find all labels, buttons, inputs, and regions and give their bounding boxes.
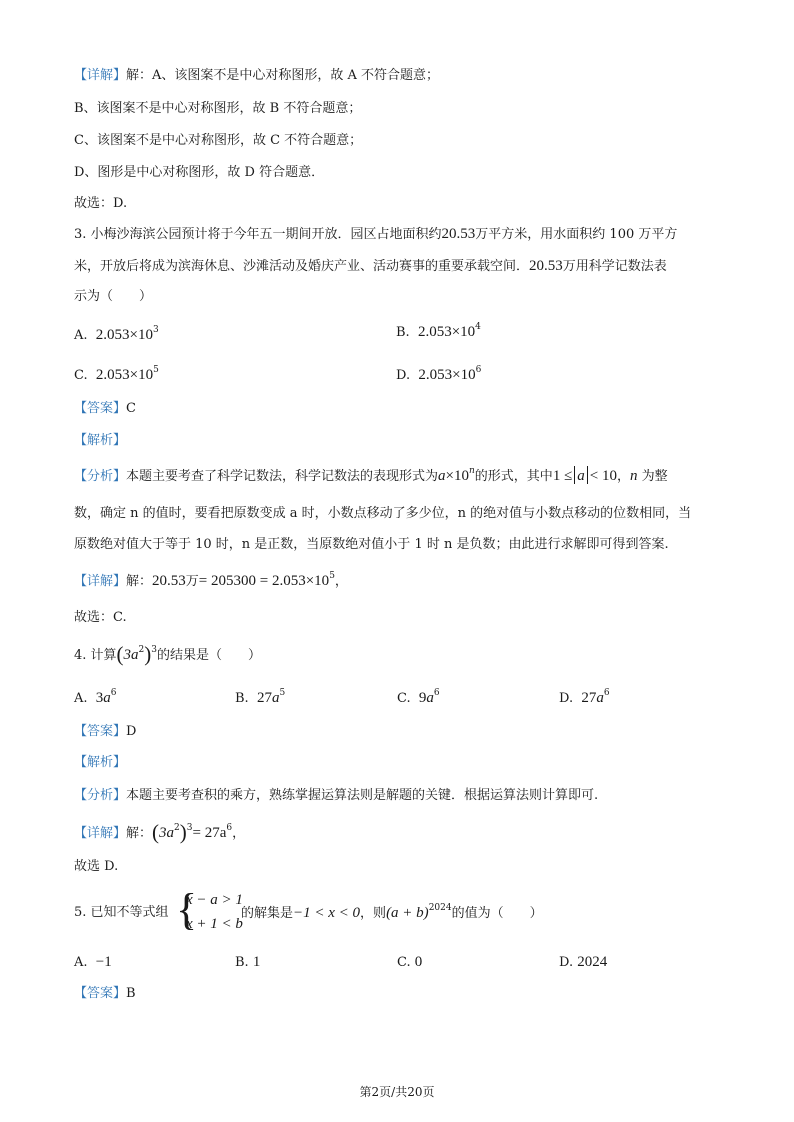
expr-outer-exponent: 3 xyxy=(151,645,158,655)
option-mantissa: 2.053 xyxy=(95,327,130,343)
formula-var: n xyxy=(630,468,638,484)
fenxi-tag: 【分析】 xyxy=(74,788,127,803)
detail-tag: 【详解】 xyxy=(74,826,127,841)
option-value: 1 xyxy=(252,954,261,970)
option-letter: A. xyxy=(74,955,88,970)
q5-stem-text: 的解集是 xyxy=(241,906,294,921)
option-letter: D. xyxy=(396,368,411,383)
option-letter: B. xyxy=(235,691,249,706)
formula-var: a xyxy=(438,468,446,484)
q3-stem-text: 万用科学记数法表 xyxy=(562,259,667,274)
q4-stem xyxy=(74,644,261,666)
q3-option-d xyxy=(396,365,481,386)
q3-number: 20.53 xyxy=(441,226,476,242)
option-exponent: 5 xyxy=(279,688,286,698)
system-ineq-2: x + 1 < b xyxy=(186,916,243,932)
prev-option-b: B、该图案不是中心对称图形，故 B 不符合题意； xyxy=(74,101,362,116)
q4-option-d xyxy=(559,688,610,709)
option-letter: B. xyxy=(235,955,249,970)
option-mantissa: 2.053 xyxy=(95,367,130,383)
prev-option-d: D、图形是中心对称图形，故 D 符合题意． xyxy=(74,165,325,180)
q3-detail xyxy=(74,571,348,592)
q4-option-a xyxy=(74,688,117,709)
system-ineq-1: x − a > 1 xyxy=(186,892,243,908)
q5-stem-rest xyxy=(241,903,543,924)
option-letter: D. xyxy=(559,955,574,970)
q4-choice: 故选 D. xyxy=(74,859,119,874)
option-mantissa: 2.053 xyxy=(418,367,453,383)
q5-option-d xyxy=(559,952,607,973)
q3-option-b xyxy=(396,322,481,343)
q3-analysis-tag: 【解析】 xyxy=(74,433,127,448)
option-var: a xyxy=(426,690,434,706)
detail-equation: = 205300 = 2.053×10 xyxy=(198,573,330,589)
detail-unit: 万 xyxy=(185,574,199,589)
fenxi-text: 的形式，其中 xyxy=(474,469,553,484)
solution-range: −1 < x < 0 xyxy=(293,905,361,921)
option-letter: C. xyxy=(74,368,88,383)
q3-fenxi-line2: 数，确定 n 的值时，要看把原数变成 a 时，小数点移动了多少位，n 的绝对值与小数点移动的位数相同，当 xyxy=(74,506,692,521)
option-exponent: 6 xyxy=(433,688,440,698)
power-exponent: 2024 xyxy=(428,903,452,913)
answer-tag: 【答案】 xyxy=(74,724,127,739)
option-value: −1 xyxy=(95,954,112,970)
expr-inner-exponent: 2 xyxy=(138,645,145,655)
option-coef: 3 xyxy=(95,690,104,706)
option-coef: 9 xyxy=(418,690,427,706)
power-expr: (a + b) xyxy=(386,905,429,921)
fenxi-tag: 【分析】 xyxy=(74,469,127,484)
option-value: 2024 xyxy=(577,954,608,970)
q3-choice: 故选：C. xyxy=(74,610,127,625)
q3-stem-line1 xyxy=(74,224,677,245)
formula-var: a xyxy=(577,468,585,484)
answer-value: B xyxy=(126,986,136,1001)
detail-text: 解： xyxy=(126,826,153,841)
option-letter: D. xyxy=(559,691,574,706)
option-base: 10 xyxy=(460,367,476,383)
q5-option-c xyxy=(397,952,422,973)
q3-fenxi-line3: 原数绝对值大于等于 10 时，n 是正数，当原数绝对值小于 1 时 n 是负数；由此进行求解即可得到答案. xyxy=(74,537,669,552)
option-exponent: 6 xyxy=(110,688,117,698)
option-exponent: 6 xyxy=(475,365,482,375)
q4-stem-text: 的结果是（ ） xyxy=(157,648,262,663)
answer-value: D xyxy=(126,724,137,739)
paren-right: ) xyxy=(144,642,152,666)
q3-stem-text: 3. 小梅沙海滨公园预计将于今年五一期间开放．园区占地面积约 xyxy=(74,227,442,242)
option-letter: B. xyxy=(396,325,410,340)
option-letter: A. xyxy=(74,691,88,706)
option-exponent: 6 xyxy=(603,688,610,698)
q4-option-c xyxy=(397,688,440,709)
times-sign: × xyxy=(129,327,139,343)
q4-detail xyxy=(74,822,245,844)
option-mantissa: 2.053 xyxy=(417,324,452,340)
prev-choice: 故选：D. xyxy=(74,196,128,211)
times-sign: × xyxy=(129,367,139,383)
option-value: 0 xyxy=(414,954,423,970)
times-sign: × xyxy=(451,324,461,340)
q3-stem-line2 xyxy=(74,256,667,277)
option-base: 10 xyxy=(460,324,476,340)
option-letter: A. xyxy=(74,328,88,343)
fenxi-text: 本题主要考查积的乘方，熟练掌握运算法则是解题的关键．根据运算法则计算即可. xyxy=(126,788,599,803)
system-brace: { xyxy=(176,885,198,934)
fenxi-text: ， xyxy=(617,469,631,484)
expr-inner: 3a xyxy=(123,647,139,663)
paren-right: ) xyxy=(179,820,187,844)
expr-inner: 3a xyxy=(159,825,175,841)
abs-bar-right xyxy=(587,466,588,484)
detail-text: 解：A、该图案不是中心对称图形，故 A 不符合题意； xyxy=(126,68,440,83)
option-coef: 27 xyxy=(581,690,597,706)
detail-equation: = 27a xyxy=(192,825,227,841)
inequality-left: 1 ≤ xyxy=(552,468,573,484)
q3-fenxi-line1 xyxy=(74,466,668,487)
times-sign: × xyxy=(445,468,454,484)
option-exponent: 5 xyxy=(153,365,159,375)
option-base: 10 xyxy=(138,327,154,343)
option-base: 10 xyxy=(138,367,154,383)
q3-stem-line3: 示为（ ） xyxy=(74,289,153,304)
q3-answer xyxy=(74,399,136,419)
answer-value: C xyxy=(126,401,136,416)
q5-option-a xyxy=(74,952,112,973)
detail-text: 解： xyxy=(126,574,153,589)
option-coef: 27 xyxy=(256,690,272,706)
detail-tag: 【详解】 xyxy=(74,68,127,83)
q4-answer xyxy=(74,722,136,742)
expr-inner-exponent: 2 xyxy=(174,823,180,833)
option-exponent: 3 xyxy=(153,325,159,335)
q5-stem-prefix: 5. 已知不等式组 xyxy=(74,905,169,920)
detail-number: 20.53 xyxy=(152,573,186,589)
option-var: a xyxy=(271,690,280,706)
expr-outer-exponent: 3 xyxy=(186,823,193,833)
abs-bar-left xyxy=(574,466,575,484)
answer-tag: 【答案】 xyxy=(74,401,127,416)
formula-exponent: n xyxy=(469,466,475,476)
q5-stem-text: 的值为（ ） xyxy=(451,906,543,921)
fenxi-text: 为整 xyxy=(637,469,668,484)
detail-exponent: 6 xyxy=(226,823,233,833)
times-sign: × xyxy=(452,367,461,383)
detail-text: ， xyxy=(232,826,246,841)
q5-answer xyxy=(74,984,136,1004)
detail-tag: 【详解】 xyxy=(74,574,127,589)
q4-stem-text: 4. 计算 xyxy=(74,648,117,663)
detail-text: ， xyxy=(334,574,348,589)
q3-stem-text: 万平方米，用水面积约 100 万平方 xyxy=(475,227,678,242)
q4-fenxi xyxy=(74,786,598,806)
paren-left: ( xyxy=(116,642,124,666)
option-letter: C. xyxy=(397,691,411,706)
formula-base: 10 xyxy=(454,468,469,484)
detail-exponent: 5 xyxy=(329,571,335,581)
fenxi-text: 本题主要考查了科学记数法，科学记数法的表现形式为 xyxy=(126,469,439,484)
prev-detail-line xyxy=(74,66,439,86)
page-footer: 第2页/共20页 xyxy=(359,1085,435,1099)
paren-left: ( xyxy=(152,820,160,844)
q4-analysis-tag: 【解析】 xyxy=(74,755,127,770)
q3-option-c xyxy=(74,365,159,386)
q5-stem-text: ，则 xyxy=(360,906,387,921)
option-exponent: 4 xyxy=(475,322,481,332)
q5-option-b xyxy=(235,952,260,973)
q3-stem-text: 米，开放后将成为滨海休息、沙滩活动及婚庆产业、活动赛事的重要承载空间． xyxy=(74,259,530,274)
q3-option-a xyxy=(74,325,159,346)
option-var: a xyxy=(596,690,604,706)
answer-tag: 【答案】 xyxy=(74,986,127,1001)
option-var: a xyxy=(103,690,111,706)
q4-option-b xyxy=(235,688,285,709)
option-letter: C. xyxy=(397,955,411,970)
q3-number: 20.53 xyxy=(529,258,563,274)
prev-option-c: C、该图案不是中心对称图形，故 C 不符合题意； xyxy=(74,133,363,148)
inequality-right: < 10 xyxy=(589,468,618,484)
